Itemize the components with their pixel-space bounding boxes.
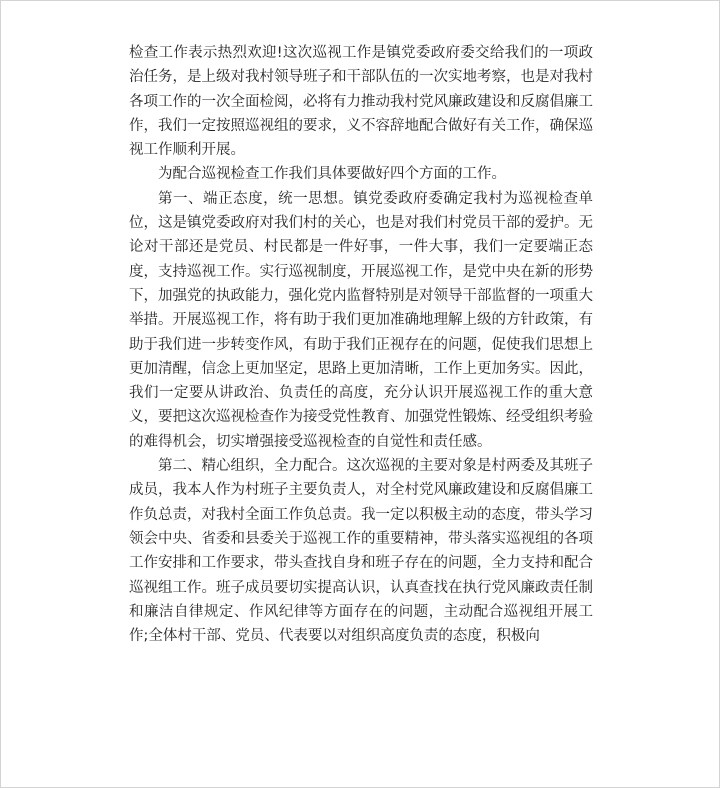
document-body — [129, 41, 593, 648]
paragraph-2: 为配合巡视检查工作我们具体要做好四个方面的工作。 — [158, 166, 506, 183]
paragraph-1: 检查工作表示热烈欢迎!这次巡视工作是镇党委政府委交给我们的一项政治任务，是上级对我村领导班子和干部队伍的一次实地考察，也是对我村各项工作的一次全面检阅，必将有力推动我村党风廉政建设和反腐倡廉工作，我们一定按照巡视组的要求，义不容辞地配合做好有关工作，确保巡视工作顺利开展。 — [129, 45, 593, 159]
paragraph-3: 第一、端正态度，统一思想。镇党委政府委确定我村为巡视检查单位，这是镇党委政府对我们村的关心，也是对我们村党员干部的爱护。无论对干部还是党员、村民都是一件好事，一件大事，我们一定要端正态度，支持巡视工作。实行巡视制度，开展巡视工作，是党中央在新的形势下，加强党的执政能力，强化党内监督特别是对领导干部监督的一项重大举措。开展巡视工作，将有助于我们更加准确地理解上级的方针政策，有助于我们进一步转变作风，有助于我们正视存在的问题，促使我们思想上更加清醒，信念上更加坚定，思路上更加清晰，工作上更加务实。因此，我们一定要从讲政治、负责任的高度，充分认识开展巡视工作的重大意义，要把这次巡视检查作为接受党性教育、加强党性锻炼、经受组织考验的难得机会，切实增强接受巡视检查的自觉性和责任感。 — [129, 190, 593, 450]
paragraph-4: 第二、精心组织，全力配合。这次巡视的主要对象是村两委及其班子成员，我本人作为村班子主要负责人，对全村党风廉政建设和反腐倡廉工作负总责，对我村全面工作负总责。我一定以积极主动的态度，带头学习领会中央、省委和县委关于巡视工作的重要精神，带头落实巡视组的各项工作安排和工作要求，带头查找自身和班子存在的问题，全力支持和配合巡视组工作。班子成员要切实提高认识，认真查找在执行党风廉政责任制和廉洁自律规定、作风纪律等方面存在的问题，主动配合巡视组开展工作;全体村干部、党员、代表要以对组织高度负责的态度，积极向 — [129, 458, 593, 645]
